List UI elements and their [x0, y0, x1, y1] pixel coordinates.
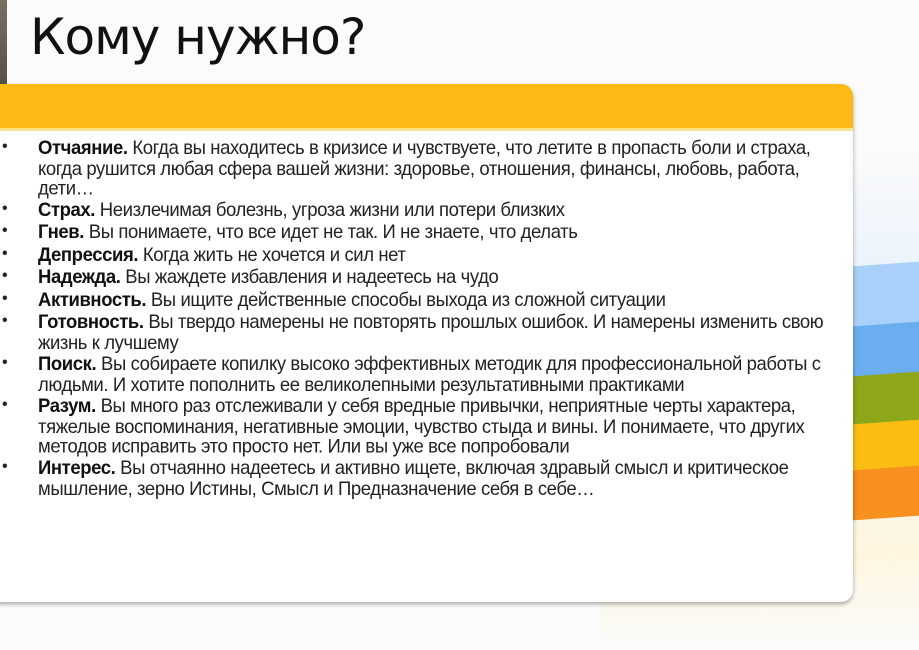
- item-text: Вы много раз отслеживали у себя вредные привычки, неприятные черты характера, тяжелые воспоминания, негативные эмоции, чувство стыда и вины. И понимаете, что других методов исправить это просто нет. Или вы уже все попробовали: [38, 393, 805, 457]
- item-text: Вы жаждете избавления и надеетесь на чудо: [120, 264, 499, 287]
- list-item: [38, 137, 838, 198]
- item-term: Готовность.: [38, 309, 144, 332]
- item-text: Вы понимаете, что все идет не так. И не знаете, что делать: [84, 219, 578, 242]
- item-term: Гнев.: [38, 219, 85, 242]
- bullet-list: [0, 131, 838, 496]
- list-item: [38, 353, 838, 394]
- item-term: Страх.: [38, 197, 96, 220]
- list-item: [38, 244, 838, 264]
- item-text: Когда вы находитесь в кризисе и чувствуете, что летите в пропасть боли и страха, когда рушится любая сфера вашей жизни: здоровье, отношения, финансы, любовь, работа, дети…: [38, 135, 811, 199]
- item-text: Вы ищите действенные способы выхода из сложной ситуации: [146, 287, 666, 310]
- item-text: Когда жить не хочется и сил нет: [138, 242, 406, 265]
- content-card: [0, 84, 853, 602]
- list-item: [38, 311, 838, 352]
- list-item: [38, 199, 838, 219]
- card-header-bar: [0, 84, 853, 131]
- item-term: Интерес.: [38, 455, 116, 478]
- list-item: [38, 266, 838, 286]
- list-item: [38, 457, 838, 498]
- item-term: Депрессия.: [38, 242, 139, 265]
- item-term: Надежда.: [38, 264, 121, 287]
- item-term: Активность.: [38, 287, 147, 310]
- item-text: Неизлечимая болезнь, угроза жизни или потери близких: [95, 197, 565, 220]
- item-term: Разум.: [38, 393, 96, 416]
- item-text: Вы твердо намерены не повторять прошлых ошибок. И намерены изменить свою жизнь к лучшему: [38, 309, 824, 353]
- item-term: Отчаяние.: [38, 135, 128, 158]
- list-item: [38, 289, 838, 309]
- item-text: Вы отчаянно надеетесь и активно ищете, включая здравый смысл и критическое мышление, зерно Истины, Смысл и Предназначение себя в себе…: [38, 455, 789, 498]
- item-term: Поиск.: [38, 351, 97, 374]
- item-text: Вы собираете копилку высоко эффективных методик для профессиональной работы с людьми. И хотите пополнить ее великолепными результативными практиками: [38, 351, 821, 395]
- list-item: [38, 221, 838, 241]
- list-item: [38, 395, 838, 456]
- slide-title: Кому нужно?: [30, 8, 366, 66]
